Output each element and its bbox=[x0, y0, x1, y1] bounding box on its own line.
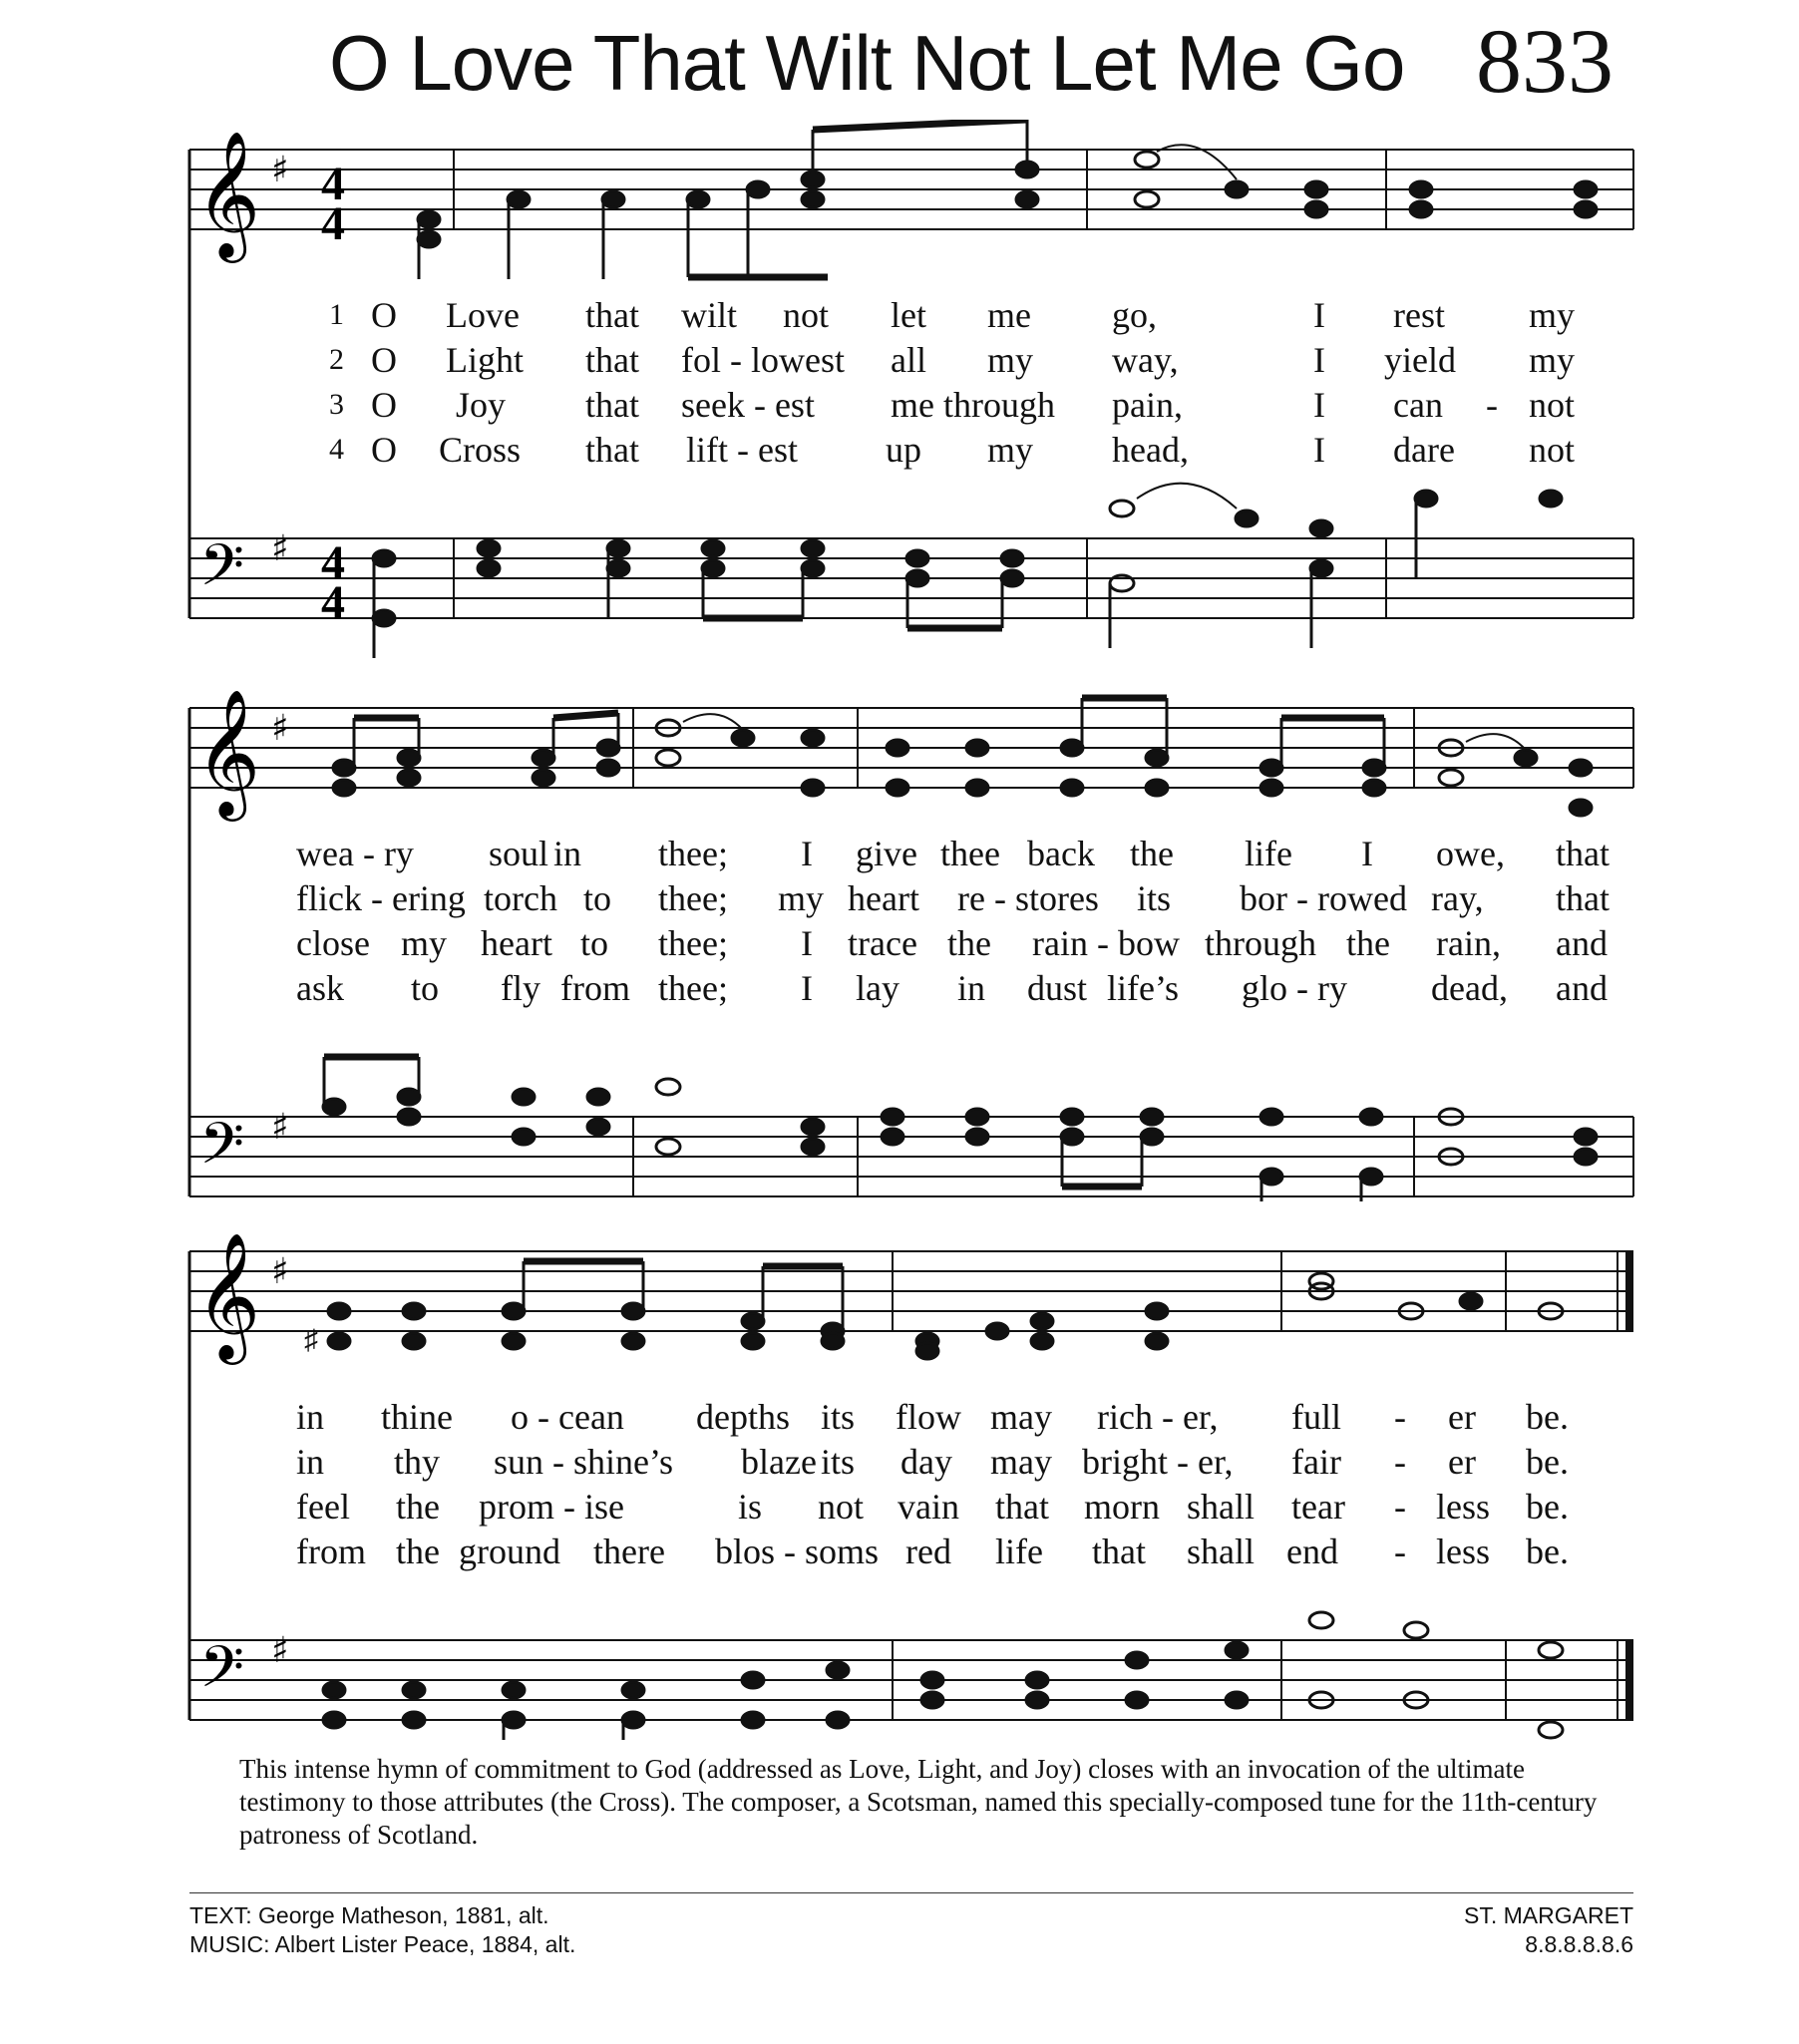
lyric-syllable: to bbox=[411, 968, 440, 1008]
lyric-syllable: and bbox=[1556, 923, 1608, 963]
verse-number: 1 bbox=[329, 298, 344, 331]
lyric-syllable: blos - soms bbox=[715, 1532, 880, 1571]
lyric-syllable: all bbox=[891, 340, 926, 380]
lyric-syllable: Light bbox=[446, 340, 524, 380]
lyric-syllable: that bbox=[585, 295, 639, 335]
lyric-syllable: be. bbox=[1526, 1487, 1569, 1527]
lyric-syllable: soul bbox=[489, 834, 549, 873]
lyric-syllable: O bbox=[371, 385, 397, 425]
lyric-syllable: in bbox=[553, 834, 582, 873]
lyric-syllable: its bbox=[821, 1442, 856, 1482]
lyric-syllable: that bbox=[1556, 834, 1610, 873]
lyric-syllable: thine bbox=[381, 1397, 453, 1437]
svg-text:♯: ♯ bbox=[271, 1107, 289, 1148]
lyric-syllable: be. bbox=[1526, 1442, 1569, 1482]
lyric-syllable: owe, bbox=[1436, 834, 1505, 873]
lyric-syllable: be. bbox=[1526, 1397, 1569, 1437]
lyric-syllable: lift - est bbox=[686, 430, 798, 470]
lyric-syllable: - bbox=[1394, 1397, 1406, 1437]
lyric-syllable: that bbox=[995, 1487, 1049, 1527]
lyric-syllable: me through bbox=[891, 385, 1055, 425]
lyric-syllable: my bbox=[987, 430, 1034, 470]
svg-text:♯: ♯ bbox=[271, 1630, 289, 1671]
svg-text:𝄢: 𝄢 bbox=[199, 1110, 245, 1192]
lyric-syllable: let bbox=[891, 295, 926, 335]
lyric-syllable: rest bbox=[1393, 295, 1445, 335]
lyric-syllable: thee; bbox=[658, 923, 728, 963]
lyric-syllable: thee bbox=[940, 834, 1000, 873]
lyric-syllable: its bbox=[821, 1397, 856, 1437]
lyric-syllable: from bbox=[560, 968, 630, 1008]
lyric-syllable: not bbox=[1529, 385, 1576, 425]
lyric-syllable: feel bbox=[296, 1487, 350, 1527]
divider bbox=[189, 1892, 1633, 1893]
lyric-syllable: its bbox=[1137, 878, 1172, 918]
lyric-syllable: head, bbox=[1112, 430, 1189, 470]
lyric-syllable: me bbox=[987, 295, 1031, 335]
lyric-syllable: sun - shine’s bbox=[494, 1442, 673, 1482]
lyric-syllable: I bbox=[801, 923, 813, 963]
commentary: This intense hymn of commitment to God (addressed as Love, Light, and Joy) closes with an invocation of the ultimate testimony to those attributes (the Cross). The composer, a Scotsman, named this specially-composed tune for the 11th-century patroness of Scotland. bbox=[239, 1754, 1598, 1850]
lyric-syllable: life bbox=[995, 1532, 1043, 1571]
lyric-syllable: fly bbox=[501, 968, 540, 1008]
lyric-syllable: may bbox=[990, 1397, 1052, 1437]
lyric-syllable: up bbox=[886, 430, 921, 470]
lyric-syllable: prom - ise bbox=[479, 1487, 624, 1527]
lyric-syllable: ask bbox=[296, 968, 344, 1008]
lyric-syllable: Cross bbox=[439, 430, 522, 470]
lyric-syllable: to bbox=[583, 878, 612, 918]
lyric-syllable: thee; bbox=[658, 968, 728, 1008]
lyric-syllable: tear bbox=[1291, 1487, 1345, 1527]
lyric-syllable: life’s bbox=[1107, 968, 1179, 1008]
lyric-syllable: fair bbox=[1291, 1442, 1341, 1482]
lyric-syllable: that bbox=[1092, 1532, 1146, 1571]
meter: 8.8.8.8.8.6 bbox=[1525, 1931, 1633, 1957]
lyric-syllable: ground bbox=[459, 1532, 560, 1571]
svg-text:♯: ♯ bbox=[271, 708, 289, 749]
lyric-syllable: day bbox=[900, 1442, 952, 1482]
lyric-syllable: the bbox=[1130, 834, 1174, 873]
hymn-title: O Love That Wilt Not Let Me Go bbox=[329, 19, 1405, 107]
lyric-syllable: I bbox=[1313, 430, 1325, 470]
lyric-syllable: vain bbox=[898, 1487, 959, 1527]
lyric-syllable: wea - ry bbox=[296, 834, 414, 873]
lyric-syllable: and bbox=[1556, 968, 1608, 1008]
lyric-syllable: shall bbox=[1187, 1487, 1255, 1527]
verse-number: 3 bbox=[329, 388, 344, 421]
lyric-syllable: er bbox=[1448, 1442, 1476, 1482]
lyric-syllable: my bbox=[778, 878, 825, 918]
lyric-syllable: blaze bbox=[741, 1442, 817, 1482]
svg-text:4: 4 bbox=[321, 197, 345, 250]
text-credit: TEXT: George Matheson, 1881, alt. bbox=[189, 1902, 549, 1928]
lyric-syllable: to bbox=[580, 923, 609, 963]
lyric-syllable: not bbox=[783, 295, 830, 335]
lyric-syllable: through bbox=[1205, 923, 1316, 963]
lyric-syllable: wilt bbox=[681, 295, 738, 335]
svg-text:𝄢: 𝄢 bbox=[199, 1633, 245, 1715]
lyric-syllable: morn bbox=[1084, 1487, 1160, 1527]
lyric-syllable: Joy bbox=[456, 385, 507, 425]
lyric-syllable: end bbox=[1286, 1532, 1338, 1571]
lyric-syllable: full bbox=[1291, 1397, 1341, 1437]
lyric-syllable: - bbox=[1394, 1442, 1406, 1482]
lyric-syllable: - bbox=[1394, 1532, 1406, 1571]
music-credit: MUSIC: Albert Lister Peace, 1884, alt. bbox=[189, 1931, 576, 1957]
verse-number: 4 bbox=[329, 433, 344, 466]
lyric-syllable: from bbox=[296, 1532, 366, 1571]
lyric-syllable: can bbox=[1393, 385, 1443, 425]
lyric-syllable: er bbox=[1448, 1397, 1476, 1437]
lyric-syllable: red bbox=[905, 1532, 951, 1571]
lyric-syllable: dare bbox=[1393, 430, 1455, 470]
lyric-syllable: yield bbox=[1384, 340, 1456, 380]
svg-text:𝄞: 𝄞 bbox=[195, 688, 261, 816]
svg-text:♯: ♯ bbox=[271, 528, 289, 569]
lyric-syllable: may bbox=[990, 1442, 1052, 1482]
lyric-syllable: dead, bbox=[1431, 968, 1508, 1008]
svg-text:4: 4 bbox=[321, 576, 345, 629]
lyric-syllable: way, bbox=[1112, 340, 1179, 380]
lyric-syllable: give bbox=[856, 834, 917, 873]
lyric-syllable: that bbox=[585, 430, 639, 470]
lyric-syllable: pain, bbox=[1112, 385, 1183, 425]
svg-text:𝄢: 𝄢 bbox=[199, 531, 245, 613]
lyric-syllable: torch bbox=[484, 878, 557, 918]
svg-text:♯: ♯ bbox=[271, 1251, 289, 1292]
lyric-syllable: thee; bbox=[658, 878, 728, 918]
lyric-syllable: bor - rowed bbox=[1240, 878, 1407, 918]
lyric-syllable: I bbox=[1313, 295, 1325, 335]
lyric-syllable: I bbox=[1361, 834, 1373, 873]
lyric-syllable: in bbox=[296, 1397, 325, 1437]
lyric-syllable: fol - lowest bbox=[681, 340, 845, 380]
lyric-syllable: the bbox=[396, 1487, 440, 1527]
lyric-syllable: seek - est bbox=[681, 385, 815, 425]
svg-text:𝄞: 𝄞 bbox=[195, 1231, 261, 1359]
lyric-syllable: that bbox=[585, 340, 639, 380]
lyric-syllable: thy bbox=[394, 1442, 441, 1482]
lyric-syllable: glo - ry bbox=[1242, 968, 1347, 1008]
lyric-syllable: less bbox=[1436, 1487, 1490, 1527]
lyric-syllable: back bbox=[1027, 834, 1095, 873]
lyric-syllable: I bbox=[1313, 385, 1325, 425]
lyric-syllable: trace bbox=[848, 923, 917, 963]
lyric-syllable: rich - er, bbox=[1097, 1397, 1219, 1437]
lyric-syllable: Love bbox=[446, 295, 520, 335]
credits-right bbox=[1464, 1901, 1633, 1959]
lyric-syllable: be. bbox=[1526, 1532, 1569, 1571]
svg-text:4: 4 bbox=[321, 536, 345, 589]
lyric-syllable: thee; bbox=[658, 834, 728, 873]
lyric-syllable: O bbox=[371, 295, 397, 335]
lyric-syllable: close bbox=[296, 923, 370, 963]
lyric-syllable: not bbox=[1529, 430, 1576, 470]
lyric-syllable: is bbox=[738, 1487, 763, 1527]
svg-text:♯: ♯ bbox=[271, 150, 289, 190]
hymn-number: 833 bbox=[1476, 10, 1614, 112]
lyric-syllable: dust bbox=[1027, 968, 1088, 1008]
credits-left bbox=[189, 1901, 575, 1959]
tune-name: ST. MARGARET bbox=[1464, 1902, 1633, 1928]
lyric-syllable: my bbox=[987, 340, 1034, 380]
lyric-syllable: life bbox=[1245, 834, 1292, 873]
lyric-syllable: O bbox=[371, 430, 397, 470]
lyric-syllable: my bbox=[1529, 295, 1576, 335]
svg-text:𝄞: 𝄞 bbox=[195, 130, 261, 257]
lyric-syllable: o - cean bbox=[511, 1397, 624, 1437]
lyric-syllable: flow bbox=[896, 1397, 961, 1437]
lyric-syllable: bright - er, bbox=[1082, 1442, 1234, 1482]
svg-text:♯: ♯ bbox=[304, 1325, 318, 1356]
lyric-syllable: shall bbox=[1187, 1532, 1255, 1571]
lyric-syllable: my bbox=[401, 923, 448, 963]
lyric-syllable: the bbox=[947, 923, 991, 963]
svg-text:4: 4 bbox=[321, 158, 345, 210]
lyric-syllable: not bbox=[818, 1487, 865, 1527]
lyric-syllable: O bbox=[371, 340, 397, 380]
lyric-syllable: my bbox=[1529, 340, 1576, 380]
lyric-syllable: lay bbox=[856, 968, 900, 1008]
lyric-syllable: in bbox=[957, 968, 986, 1008]
lyric-syllable: in bbox=[296, 1442, 325, 1482]
lyric-syllable: there bbox=[593, 1532, 665, 1571]
lyric-syllable: re - stores bbox=[957, 878, 1099, 918]
lyric-syllable: flick - ering bbox=[296, 878, 466, 918]
lyric-syllable: the bbox=[1346, 923, 1390, 963]
lyric-syllable: go, bbox=[1112, 295, 1157, 335]
lyric-syllable: heart bbox=[848, 878, 919, 918]
lyric-syllable: depths bbox=[696, 1397, 790, 1437]
lyric-syllable: rain - bow bbox=[1032, 923, 1180, 963]
lyric-syllable: heart bbox=[481, 923, 552, 963]
lyric-syllable: - bbox=[1486, 385, 1498, 425]
lyric-syllable: that bbox=[585, 385, 639, 425]
lyric-syllable: that bbox=[1556, 878, 1610, 918]
lyric-syllable: - bbox=[1394, 1487, 1406, 1527]
lyric-syllable: the bbox=[396, 1532, 440, 1571]
verse-number: 2 bbox=[329, 343, 344, 376]
lyric-syllable: ray, bbox=[1431, 878, 1484, 918]
lyric-syllable: I bbox=[801, 834, 813, 873]
lyric-syllable: I bbox=[1313, 340, 1325, 380]
lyric-syllable: rain, bbox=[1436, 923, 1501, 963]
lyric-syllable: less bbox=[1436, 1532, 1490, 1571]
lyric-syllable: I bbox=[801, 968, 813, 1008]
